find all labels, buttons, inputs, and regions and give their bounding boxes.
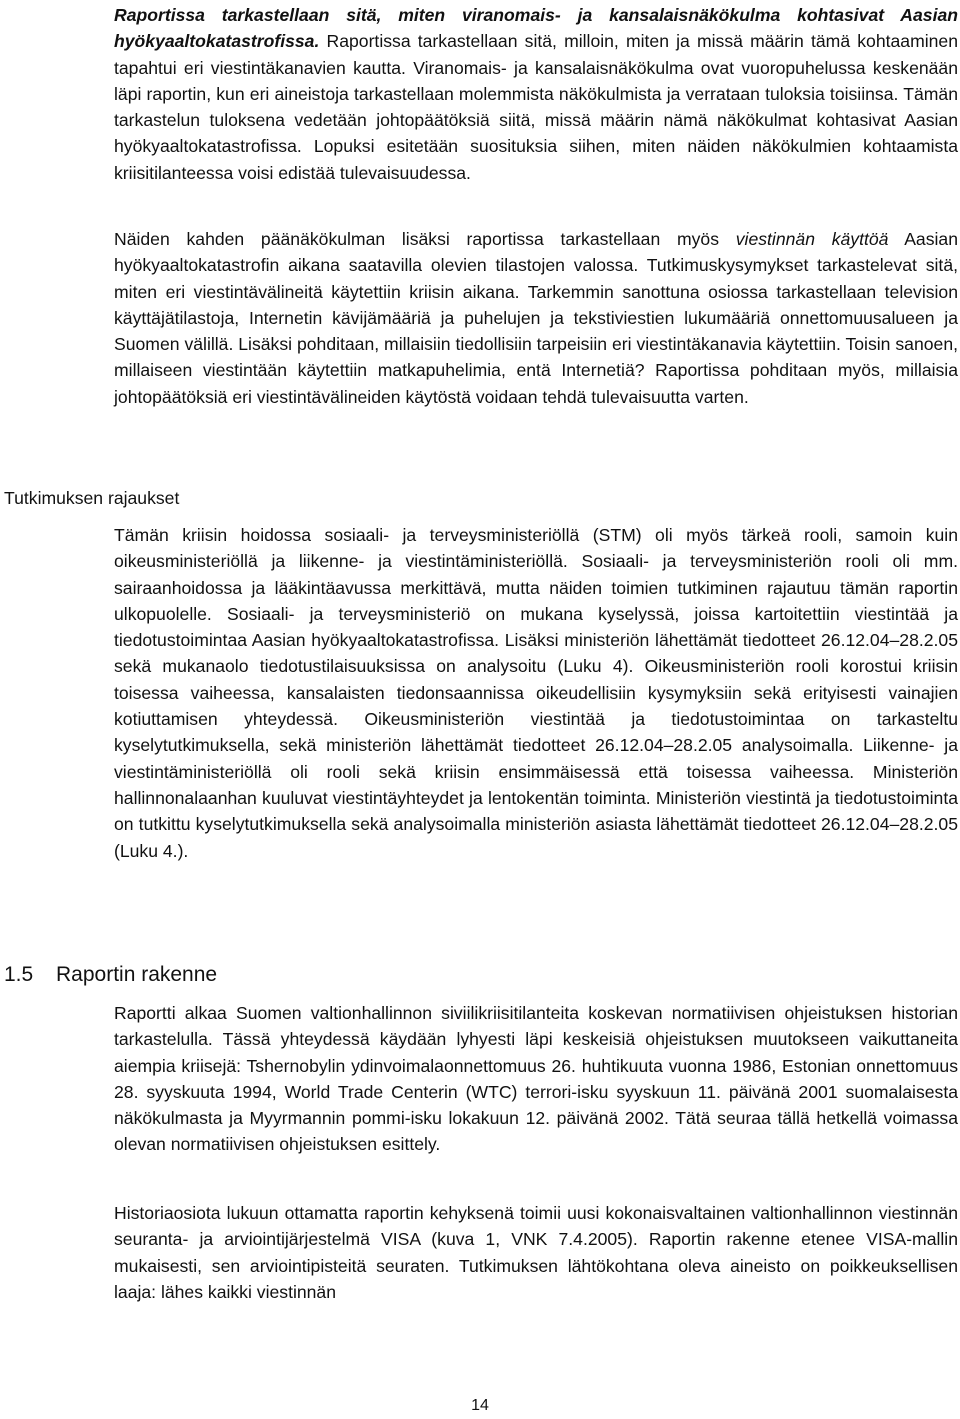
margin-label-research-limits: Tutkimuksen rajaukset: [4, 488, 180, 508]
section-heading: [4, 962, 217, 988]
page-number: 14: [471, 1397, 489, 1414]
structure-text-1: Raportti alkaa Suomen valtionhallinnon siviilikriisitilanteita koskevan normatiivisen ohjeistuksen historian tarkastelulla. Tässä yhteydessä käydään lyhyesti läpi keskeisiä ohjeistuksen muutokseen vaikuttaneita aiempia kriisejä: Tshernobylin ydinvoimalaonnettomuus 26. huhtikuuta vuonna 1986, Estonian onnettomuus 28. syyskuuta 1994, World Trade Centerin (WTC) terrori-isku syyskuun 11. päivänä 2001 suomalaisesta näkökulmasta ja Myyrmannin pommi-isku lokakuun 12. päivänä 2002. Tätä seuraa tällä hetkellä voimassa olevan normatiivisen ohjeistuksen esittely.: [114, 1003, 958, 1155]
p2-italic-term: viestinnän käyttöä: [735, 229, 889, 249]
intro-paragraph: [114, 2, 958, 186]
communication-use-paragraph: [114, 226, 958, 410]
structure-paragraph-2: [114, 1200, 958, 1305]
intro-emphasis: Raportissa tarkastellaan sitä, miten viranomais- ja kansalaisnäkökulma kohtasivat Aasian hyökyaaltokatastrofissa.: [114, 5, 958, 52]
section-title: Raportin rakenne: [56, 963, 218, 986]
structure-text-2: Historiaosiota lukuun ottamatta raportin kehyksenä toimii uusi kokonaisvaltainen valtionhallinnon viestinnän seuranta- ja arviointijärjestelmä VISA (kuva 1, VNK 7.4.2005). Raportin rakenne etenee VISA-mallin mukaisesti, sen arviointipisteitä seuraten. Tutkimuksen lähtökohtana oleva aineisto on poikkeuksellisen laaja: lähes kaikki viestinnän: [114, 1203, 958, 1302]
section-number: 1.5: [4, 963, 34, 986]
structure-paragraph-1: [114, 1000, 958, 1158]
research-limits-text: Tämän kriisin hoidossa sosiaali- ja terveysministeriöllä (STM) oli myös tärkeä rooli, samoin kuin oikeusministeriöllä ja liikenne- ja viestintäministeriöllä. Sosiaali- ja terveysministeriön rooli oli mm. sairaanhoidossa ja lääkintäavussa merkittävä, mutta näiden toimien tutkiminen rajautuu tämän raportin ulkopuolelle. Sosiaali- ja terveysministeriö on mukana kyselyssä, joissa kartoitettiin viestintää ja tiedotustoimintaa Aasian hyökyaaltokatastrofissa. Lisäksi ministeriön lähettämät tiedotteet 26.12.04–28.2.05 sekä mukanaolo tiedotustilaisuuksissa on analysoitu (Luku 4). Oikeusministeriön rooli korostui kriisin toisessa vaiheessa, kansalaisten tiedonsaannissa oikeudellisiin kysymyksiin sekä erityisesti vainajien kotiuttamisen yhteydessä. Oikeusministeriön viestintää ja tiedotustoimintaa on tarkasteltu kyselytutkimuksella, sekä ministeriön lähettämät tiedotteet 26.12.04–28.2.05 analysoimalla. Liikenne- ja viestintäministeriöllä oli rooli sekä kriisin ensimmäisessä että toisessa vaiheessa. Ministeriön hallinnonalaanhan kuuluvat viestintäyhteydet ja lentokentän toiminta. Ministeriön viestintä ja tiedotustoiminta on tutkittu kyselytutkimuksella sekä analysoimalla ministeriön asiasta lähettämät tiedotteet 26.12.04–28.2.05 (Luku 4.).: [114, 525, 958, 861]
p2-text-start: Näiden kahden päänäkökulman lisäksi raportissa tarkastellaan myös: [114, 229, 736, 249]
intro-text: Raportissa tarkastellaan sitä, milloin, miten ja missä määrin tämä kohtaaminen tapahtui eri viestintäkanavien kautta. Viranomais- ja kansalaisnäkökulma ovat vuoropuhelussa keskenään läpi raportin, kun eri aineistoja tarkastellaan molemmista näkökulmista ja verrataan tuloksia toisiinsa. Tämän tarkastelun tuloksena vedetään johtopäätöksiä siitä, missä määrin nämä näkökulmat kohtasivat Aasian hyökyaaltokatastrofissa. Lopuksi esitetään suosituksia siihen, miten näiden näkökulmien kohtaamista kriisitilanteessa voisi edistää tulevaisuudessa.: [114, 31, 958, 183]
research-limits-paragraph: [114, 522, 958, 864]
p2-text-end: Aasian hyökyaaltokatastrofin aikana saatavilla olevien tilastojen valossa. Tutkimuskysymykset tarkastelevat sitä, miten eri viestintävälineitä käytettiin kriisin aikana. Tarkemmin sanottuna osiossa tarkastellaan television käyttäjätilastoja, Internetin kävijämääriä ja puhelujen ja tekstiviestien lukumääriä onnettomuusalueen ja Suomen välillä. Lisäksi pohditaan, millaisiin tiedollisiin tarpeisiin eri viestintäkanavia käytettiin. Toisin sanoen, millaiseen viestintään käytettiin matkapuhelimia, entä Internetiä? Raportissa pohditaan myös, millaisia johtopäätöksiä eri viestintävälineiden käytöstä voidaan tehdä tulevaisuutta varten.: [114, 229, 958, 407]
